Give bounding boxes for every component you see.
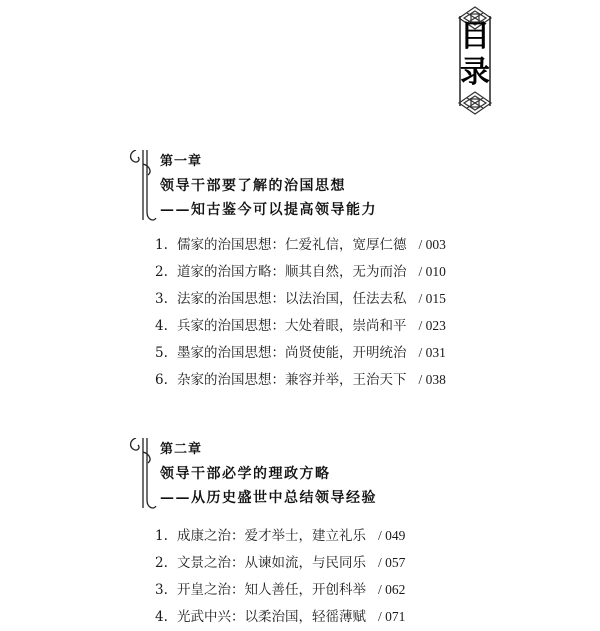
scroll-ornament-icon bbox=[128, 438, 158, 514]
chapter-2-entries bbox=[155, 522, 405, 630]
entry-number: 4. bbox=[155, 609, 168, 625]
entry-title: 道家的治国方略：顺其自然，无为而治 bbox=[177, 264, 407, 280]
toc-entry[interactable] bbox=[155, 285, 446, 312]
chapter-1-label: 第一章 bbox=[160, 154, 203, 169]
entry-page: / 010 bbox=[418, 264, 446, 279]
toc-entry[interactable] bbox=[155, 231, 446, 258]
entry-number: 1. bbox=[155, 237, 168, 253]
entry-title: 成康之治：爱才举士，建立礼乐 bbox=[177, 528, 366, 544]
entry-page: / 071 bbox=[378, 609, 406, 624]
toc-entry[interactable] bbox=[155, 603, 405, 630]
toc-entry[interactable] bbox=[155, 549, 405, 576]
entry-title: 儒家的治国思想：仁爱礼信，宽厚仁德 bbox=[177, 237, 407, 253]
entry-number: 6. bbox=[155, 372, 168, 388]
chapter-1-title: 领导干部要了解的治国思想 bbox=[160, 178, 346, 194]
toc-entry[interactable] bbox=[155, 522, 405, 549]
entry-title: 杂家的治国思想：兼容并举，王治天下 bbox=[177, 372, 407, 388]
toc-entry[interactable] bbox=[155, 366, 446, 393]
toc-entry[interactable] bbox=[155, 258, 446, 285]
entry-page: / 003 bbox=[418, 237, 446, 252]
entry-title: 法家的治国思想：以法治国，任法去私 bbox=[177, 291, 407, 307]
entry-page: / 038 bbox=[418, 372, 446, 387]
entry-number: 1. bbox=[155, 528, 168, 544]
toc-entry[interactable] bbox=[155, 576, 405, 603]
chapter-2-title: 领导干部必学的理政方略 bbox=[160, 466, 331, 482]
chapter-2-subtitle: ——从历史盛世中总结领导经验 bbox=[160, 490, 377, 506]
entry-number: 2. bbox=[155, 264, 168, 280]
entry-title: 光武中兴：以柔治国，轻徭薄赋 bbox=[177, 609, 366, 625]
entry-page: / 057 bbox=[378, 555, 406, 570]
entry-number: 4. bbox=[155, 318, 168, 334]
chapter-1-entries bbox=[155, 231, 446, 393]
entry-title: 兵家的治国思想：大处着眼，崇尚和平 bbox=[177, 318, 407, 334]
entry-page: / 031 bbox=[418, 345, 446, 360]
entry-number: 3. bbox=[155, 291, 168, 307]
entry-page: / 062 bbox=[378, 582, 406, 597]
entry-page: / 015 bbox=[418, 291, 446, 306]
toc-title-block bbox=[446, 6, 504, 116]
entry-title: 文景之治：从谏如流，与民同乐 bbox=[177, 555, 366, 571]
entry-number: 2. bbox=[155, 555, 168, 571]
entry-number: 3. bbox=[155, 582, 168, 598]
toc-title-char-1: 目 bbox=[460, 19, 490, 54]
scroll-ornament-icon bbox=[128, 150, 158, 226]
chapter-2-label: 第二章 bbox=[160, 442, 203, 457]
entry-number: 5. bbox=[155, 345, 168, 361]
entry-title: 开皇之治：知人善任，开创科举 bbox=[177, 582, 366, 598]
entry-page: / 023 bbox=[418, 318, 446, 333]
entry-page: / 049 bbox=[378, 528, 406, 543]
entry-title: 墨家的治国思想：尚贤使能，开明统治 bbox=[177, 345, 407, 361]
toc-title-char-2: 录 bbox=[460, 55, 490, 90]
toc-entry[interactable] bbox=[155, 312, 446, 339]
toc-entry[interactable] bbox=[155, 339, 446, 366]
chapter-1-subtitle: ——知古鉴今可以提高领导能力 bbox=[160, 202, 377, 218]
